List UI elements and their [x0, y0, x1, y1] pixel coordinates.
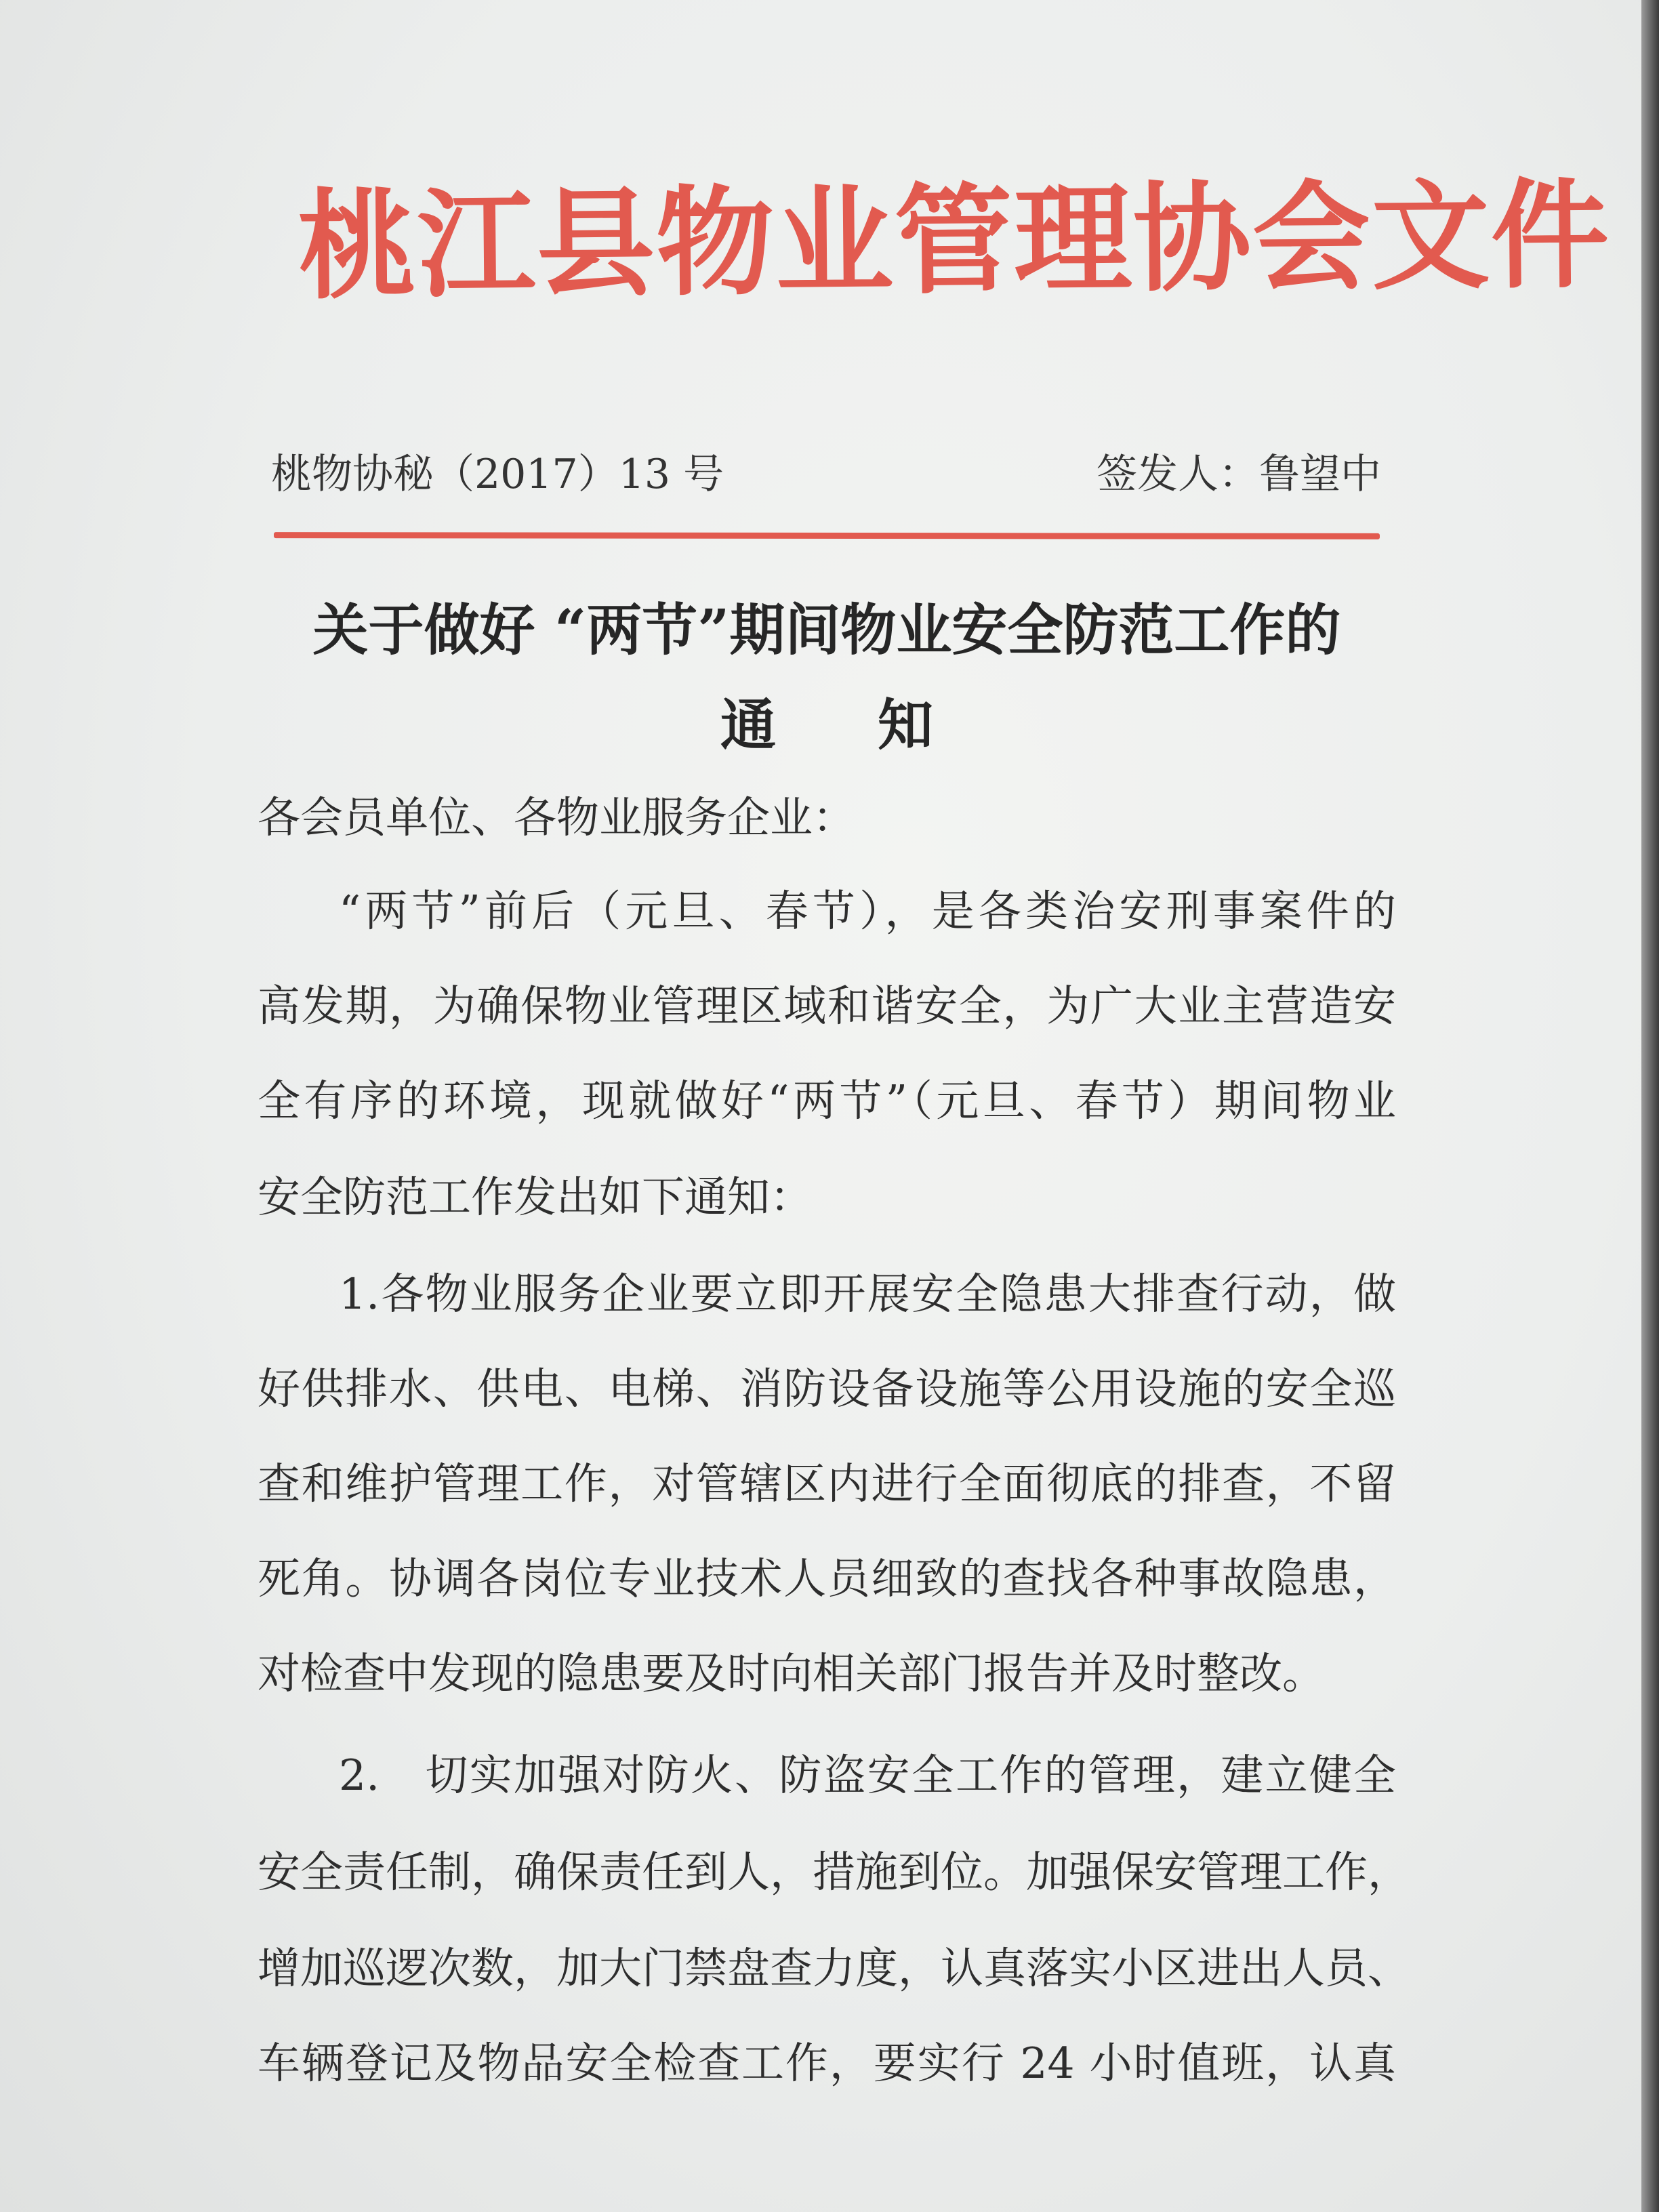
- list-item-1-line: 死角。协调各岗位专业技术人员细致的查找各种事故隐患，: [258, 1554, 1396, 1603]
- body-line: 高发期，为确保物业管理区域和谐安全，为广大业主营造安: [258, 981, 1396, 1031]
- notice-title-line-1: 关于做好 “两节”期间物业安全防范工作的: [312, 598, 1341, 663]
- issuer-signature-line: 签发人：鲁望中: [1097, 451, 1381, 498]
- list-item-1-line: 好供排水、供电、电梯、消防设备设施等公用设施的安全巡: [258, 1364, 1396, 1414]
- salutation: 各会员单位、各物业服务企业：: [258, 793, 855, 842]
- list-item-2-line: 增加巡逻次数，加大门禁盘查力度，认真落实小区进出人员、: [258, 1944, 1410, 1993]
- red-divider-rule: [274, 532, 1380, 539]
- list-item-2-line: 安全责任制，确保责任到人，措施到位。加强保安管理工作，: [258, 1847, 1410, 1897]
- list-item-2-line: 2. 切实加强对防火、防盗安全工作的管理，建立健全: [339, 1750, 1396, 1800]
- body-line: 安全防范工作发出如下通知：: [258, 1172, 813, 1222]
- list-item-1-line: 1.各物业服务企业要立即开展安全隐患大排查行动，做: [339, 1269, 1396, 1319]
- notice-title-line-2: 通知: [720, 693, 1035, 758]
- list-item-2-line: 车辆登记及物品安全检查工作，要实行 24 小时值班，认真: [258, 2039, 1396, 2088]
- org-document-title: 桃江县物业管理协会文件: [298, 167, 1611, 316]
- document-number: 桃物协秘（2017）13 号: [271, 451, 724, 498]
- list-item-1-line: 对检查中发现的隐患要及时向相关部门报告并及时整改。: [258, 1649, 1325, 1698]
- body-line: 全有序的环境，现就做好“两节”（元旦、春节）期间物业: [258, 1076, 1396, 1126]
- list-item-1-line: 查和维护管理工作，对管辖区内进行全面彻底的排查，不留: [258, 1459, 1396, 1509]
- body-line: “两节”前后（元旦、春节），是各类治安刑事案件的: [339, 886, 1396, 936]
